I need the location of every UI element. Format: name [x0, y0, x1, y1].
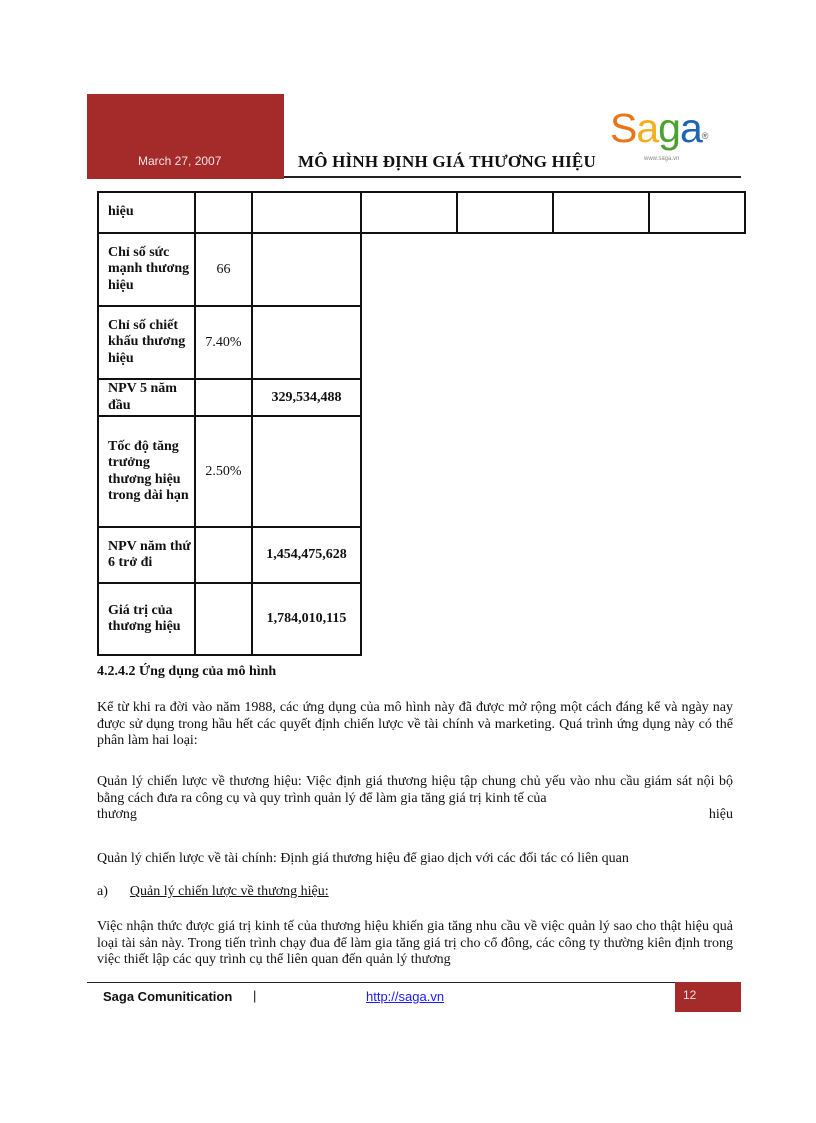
table-cell-label: NPV năm thứ 6 trở đi [98, 527, 195, 583]
table-cell-percent: 2.50% [195, 416, 252, 527]
table-cell-label: Tốc độ tăng trưởng thương hiệu trong dài hạn [98, 416, 195, 527]
paragraph-2-text: Quản lý chiến lược về thương hiệu: Việc định giá thương hiệu tập chung chủ yếu vào nhu cầu giám sát nội bộ bằng cách đưa ra công cụ và quy trình quản lý để làm gia tăng giá trị kinh tế của [97, 774, 733, 806]
table-row-top [98, 192, 745, 233]
logo-letter: a [636, 105, 659, 151]
table-cell [361, 192, 457, 233]
table-row [98, 416, 745, 527]
section-a [97, 884, 329, 900]
table-cell-amount: 1,784,010,115 [252, 583, 361, 655]
table-cell-label: Giá trị của thương hiệu [98, 583, 195, 655]
logo-letter: S [610, 105, 637, 151]
saga-logo-word [610, 106, 720, 150]
table-cell-amount [252, 306, 361, 379]
logo-reg-mark: ® [701, 131, 708, 141]
table-cell [649, 192, 745, 233]
logo-url: www.saga.vn [644, 156, 680, 162]
logo-letters [610, 105, 702, 151]
footer-link[interactable]: http://saga.vn [366, 989, 445, 1004]
table-cell-percent: 7.40% [195, 306, 252, 379]
footer-divider [87, 982, 675, 983]
header-divider [284, 176, 741, 178]
table-cell-percent [195, 583, 252, 655]
table-cell-label: Chỉ số sức mạnh thương hiệu [98, 233, 195, 306]
table-cell-label: Chỉ số chiết khấu thương hiệu [98, 306, 195, 379]
page-number: 12 [683, 988, 697, 1002]
paragraph-2-word-right: hiệu [708, 807, 733, 822]
logo-letter: g [658, 105, 680, 151]
logo-letter: a [679, 105, 702, 151]
table-cell-amount: 329,534,488 [252, 379, 361, 416]
brand-valuation-table [97, 191, 746, 656]
table-body [98, 192, 745, 655]
paragraph-2-last-line [97, 807, 733, 824]
table-cell [195, 192, 252, 233]
paragraph-2 [97, 774, 733, 824]
section-a-marker: a) [97, 884, 108, 899]
paragraph-2-word-left: thương [97, 807, 137, 822]
table-cell [457, 192, 553, 233]
header-date: March 27, 2007 [138, 154, 222, 168]
footer-company: Saga Comunitication [103, 989, 233, 1004]
table-cell-percent [195, 527, 252, 583]
section-heading: 4.2.4.2 Ứng dụng của mô hình [97, 664, 277, 679]
section-a-title: Quản lý chiến lược về thương hiệu: [129, 884, 329, 899]
table-cell-label: NPV 5 năm đầu [98, 379, 195, 416]
table-row [98, 306, 745, 379]
paragraph-4: Việc nhận thức được giá trị kinh tế của thương hiệu khiến gia tăng nhu cầu về việc quản lý sao cho thật hiệu quả loại tài sản này. Trong tiến trình chạy đua để làm gia tăng giá trị cho cổ đông, các công ty thường kiên định trong việc thiết lập các quy trình cụ thể liên quan đến quản lý thương [97, 919, 733, 967]
table-cell-label: hiệu [98, 192, 195, 233]
table-cell-amount [252, 416, 361, 527]
table-cell-percent: 66 [195, 233, 252, 306]
paragraph-3: Quản lý chiến lược về tài chính: Định giá thương hiệu để giao dịch với các đối tác có liên quan [97, 851, 629, 866]
table-cell-amount: 1,454,475,628 [252, 527, 361, 583]
table-row [98, 233, 745, 306]
table-row [98, 583, 745, 655]
paragraph-1: Kể từ khi ra đời vào năm 1988, các ứng dụng của mô hình này đã được mở rộng một cách đáng kể và ngày nay được sử dụng trong hầu hết các quyết định chiến lược về tài chính và marketing. Quá trình ứng dụng này có thể phân làm hai loại: [97, 700, 733, 748]
saga-logo [610, 106, 720, 166]
table-cell [252, 192, 361, 233]
table-cell [553, 192, 649, 233]
table-cell-percent [195, 379, 252, 416]
page-title: MÔ HÌNH ĐỊNH GIÁ THƯƠNG HIỆU [298, 152, 596, 171]
table-row [98, 379, 745, 416]
footer-separator: | [253, 988, 257, 1003]
table-cell-amount [252, 233, 361, 306]
table-row [98, 527, 745, 583]
